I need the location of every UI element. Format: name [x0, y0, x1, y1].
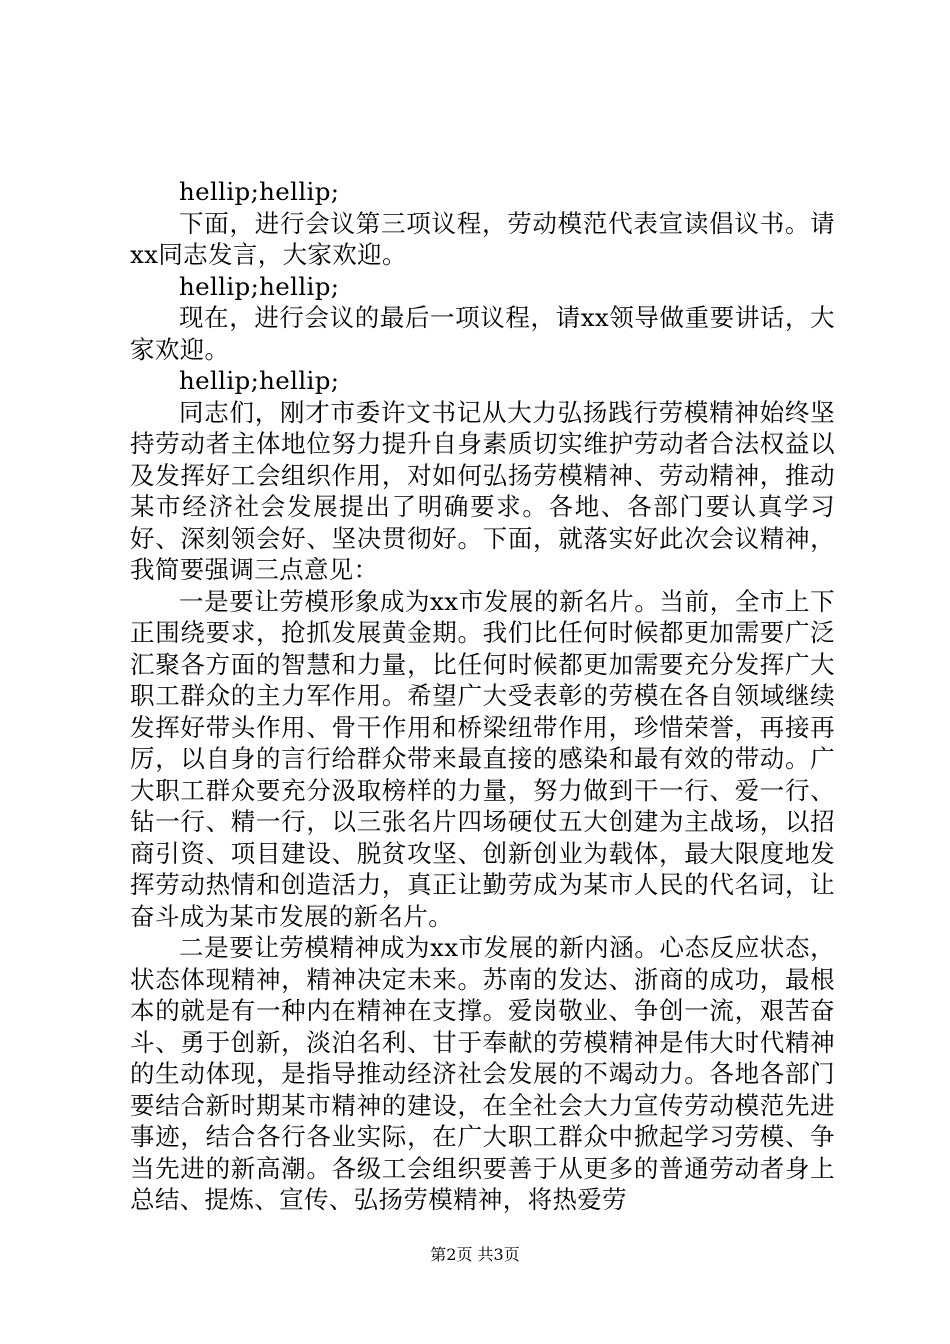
body-paragraph: 一是要让劳模形象成为xx市发展的新名片。当前，全市上下正围绕要求，抢抓发展黄金期。我们比任何时候都更加需要广泛汇聚各方面的智慧和力量，比任何时候都更加需要充分发挥广大职工群众的主力军作用。希望广大受表彰的劳模在各自领域继续发挥好带头作用、骨干作用和桥梁纽带作用，珍惜荣誉，再接再厉，以自身的言行给群众带来最直接的感染和最有效的带动。广大职工群众要充分汲取榜样的力量，努力做到干一行、爱一行、钻一行、精一行，以三张名片四场硬仗五大创建为主战场，以招商引资、项目建设、脱贫攻坚、创新创业为载体，最大限度地发挥劳动热情和创造活力，真正让勤劳成为某市人民的代名词，让奋斗成为某市发展的新名片。	[130, 586, 835, 931]
body-paragraph: 下面，进行会议第三项议程，劳动模范代表宣读倡议书。请xx同志发言，大家欢迎。	[130, 208, 835, 269]
document-body	[130, 176, 835, 1216]
body-paragraph: 同志们，刚才市委许文书记从大力弘扬践行劳模精神始终坚持劳动者主体地位努力提升自身素质切实维护劳动者合法权益以及发挥好工会组织作用，对如何弘扬劳模精神、劳动精神，推动某市经济社会发展提出了明确要求。各地、各部门要认真学习好、深刻领会好、坚决贯彻好。下面，就落实好此次会议精神，我简要强调三点意见：	[130, 397, 835, 584]
body-paragraph: 二是要让劳模精神成为xx市发展的新内涵。心态反应状态，状态体现精神，精神决定未来。苏南的发达、浙商的成功，最根本的就是有一种内在精神在支撑。爱岗敬业、争创一流，艰苦奋斗、勇于创新，淡泊名利、甘于奉献的劳模精神是伟大时代精神的生动体现，是指导推动经济社会发展的不竭动力。各地各部门要结合新时期某市精神的建设，在全社会大力宣传劳动模范先进事迹，结合各行各业实际，在广大职工群众中掀起学习劳模、争当先进的新高潮。各级工会组织要善于从更多的普通劳动者身上总结、提炼、宣传、弘扬劳模精神，将热爱劳	[130, 933, 835, 1214]
page-number-footer: 第2页 共3页	[430, 1245, 520, 1264]
body-paragraph: hellip;hellip;	[179, 271, 340, 301]
body-paragraph: hellip;hellip;	[179, 177, 340, 206]
body-paragraph: hellip;hellip;	[179, 366, 340, 395]
body-paragraph: 现在，进行会议的最后一项议程，请xx领导做重要讲话，大家欢迎。	[130, 303, 835, 364]
